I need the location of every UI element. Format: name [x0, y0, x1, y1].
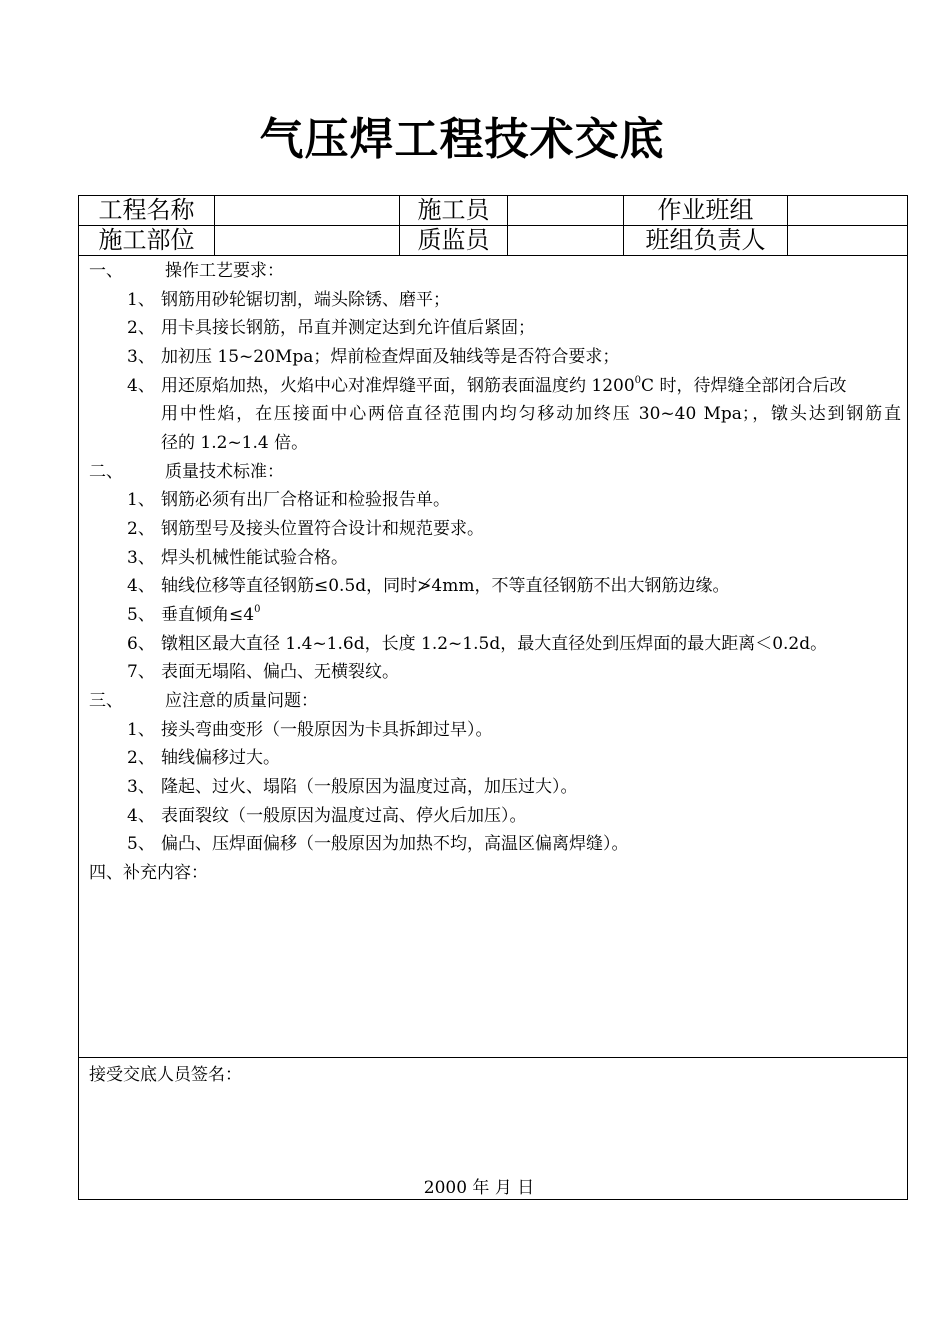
- supplement-input-area[interactable]: [89, 891, 895, 1051]
- section-heading: 一、 操作工艺要求：: [89, 261, 284, 281]
- signature-area[interactable]: [79, 1058, 907, 1199]
- label-project-name: 工程名称: [79, 196, 215, 225]
- list-item: 4、 用还原焰加热，火焰中心对准焊缝平面，钢筋表面温度约 1200$^0$C 时，待焊缝全部闭合后改: [127, 375, 847, 396]
- list-item: 7、 表面无塌陷、偏凸、无横裂纹。: [127, 662, 399, 682]
- document-title: 气压焊工程技术交底: [259, 114, 665, 165]
- list-item: 2、 钢筋型号及接头位置符合设计和规范要求。: [127, 519, 484, 539]
- signature-date: 2000 年 月 日: [423, 1178, 535, 1198]
- section-heading: 三、 应注意的质量问题：: [89, 691, 318, 711]
- value-construction-part[interactable]: [215, 226, 400, 255]
- value-project-name[interactable]: [215, 196, 400, 225]
- list-item: 3、 隆起、过火、塌陷（一般原因为温度过高，加压过大）。: [127, 777, 578, 797]
- list-item: 1、 接头弯曲变形（一般原因为卡具拆卸过早）。: [127, 720, 493, 740]
- label-constructor: 施工员: [400, 196, 508, 225]
- value-team-leader[interactable]: [788, 226, 907, 255]
- list-item: 4、 轴线位移等直径钢筋≤0.5d，同时≯4mm，不等直径钢筋不出大钢筋边缘。: [127, 576, 730, 596]
- header-row-2: [79, 226, 907, 256]
- list-item: 1、 钢筋用砂轮锯切割，端头除锈、磨平；: [127, 290, 450, 310]
- section-heading: 二、 质量技术标准：: [89, 462, 284, 482]
- list-item: 3、 焊头机械性能试验合格。: [127, 548, 348, 568]
- list-item: 4、 表面裂纹（一般原因为温度过高、停火后加压）。: [127, 806, 527, 826]
- label-construction-part: 施工部位: [79, 226, 215, 255]
- value-quality-inspector[interactable]: [508, 226, 624, 255]
- list-item-continued: 用中性焰，在压接面中心两倍直径范围内均匀移动加终压 30~40 Mpa；，镦头达到钢筋直: [161, 404, 901, 424]
- list-item-continued: 径的 1.2~1.4 倍。: [161, 433, 309, 453]
- list-item: 5、 偏凸、压焊面偏移（一般原因为加热不均，高温区偏离焊缝）。: [127, 834, 629, 854]
- section-heading: 四、补充内容：: [89, 863, 208, 883]
- list-item: 3、 加初压 15~20Mpa；焊前检查焊面及轴线等是否符合要求；: [127, 347, 620, 367]
- list-item: 5、 垂直倾角$\le 4^0$: [127, 604, 261, 625]
- value-work-team[interactable]: [788, 196, 907, 225]
- signature-label: 接受交底人员签名：: [89, 1065, 242, 1085]
- disclosure-content: [79, 256, 907, 1058]
- list-item: 6、 镦粗区最大直径 1.4~1.6d，长度 1.2~1.5d，最大直径处到压焊面的最大距离＜0.2d。: [127, 634, 828, 654]
- label-team-leader: 班组负责人: [624, 226, 788, 255]
- header-row-1: [79, 196, 907, 226]
- value-constructor[interactable]: [508, 196, 624, 225]
- list-item: 1、 钢筋必须有出厂合格证和检验报告单。: [127, 490, 450, 510]
- label-work-team: 作业班组: [624, 196, 788, 225]
- label-quality-inspector: 质监员: [400, 226, 508, 255]
- disclosure-form: [78, 195, 908, 1200]
- list-item: 2、 轴线偏移过大。: [127, 748, 280, 768]
- list-item: 2、 用卡具接长钢筋，吊直并测定达到允许值后紧固；: [127, 318, 535, 338]
